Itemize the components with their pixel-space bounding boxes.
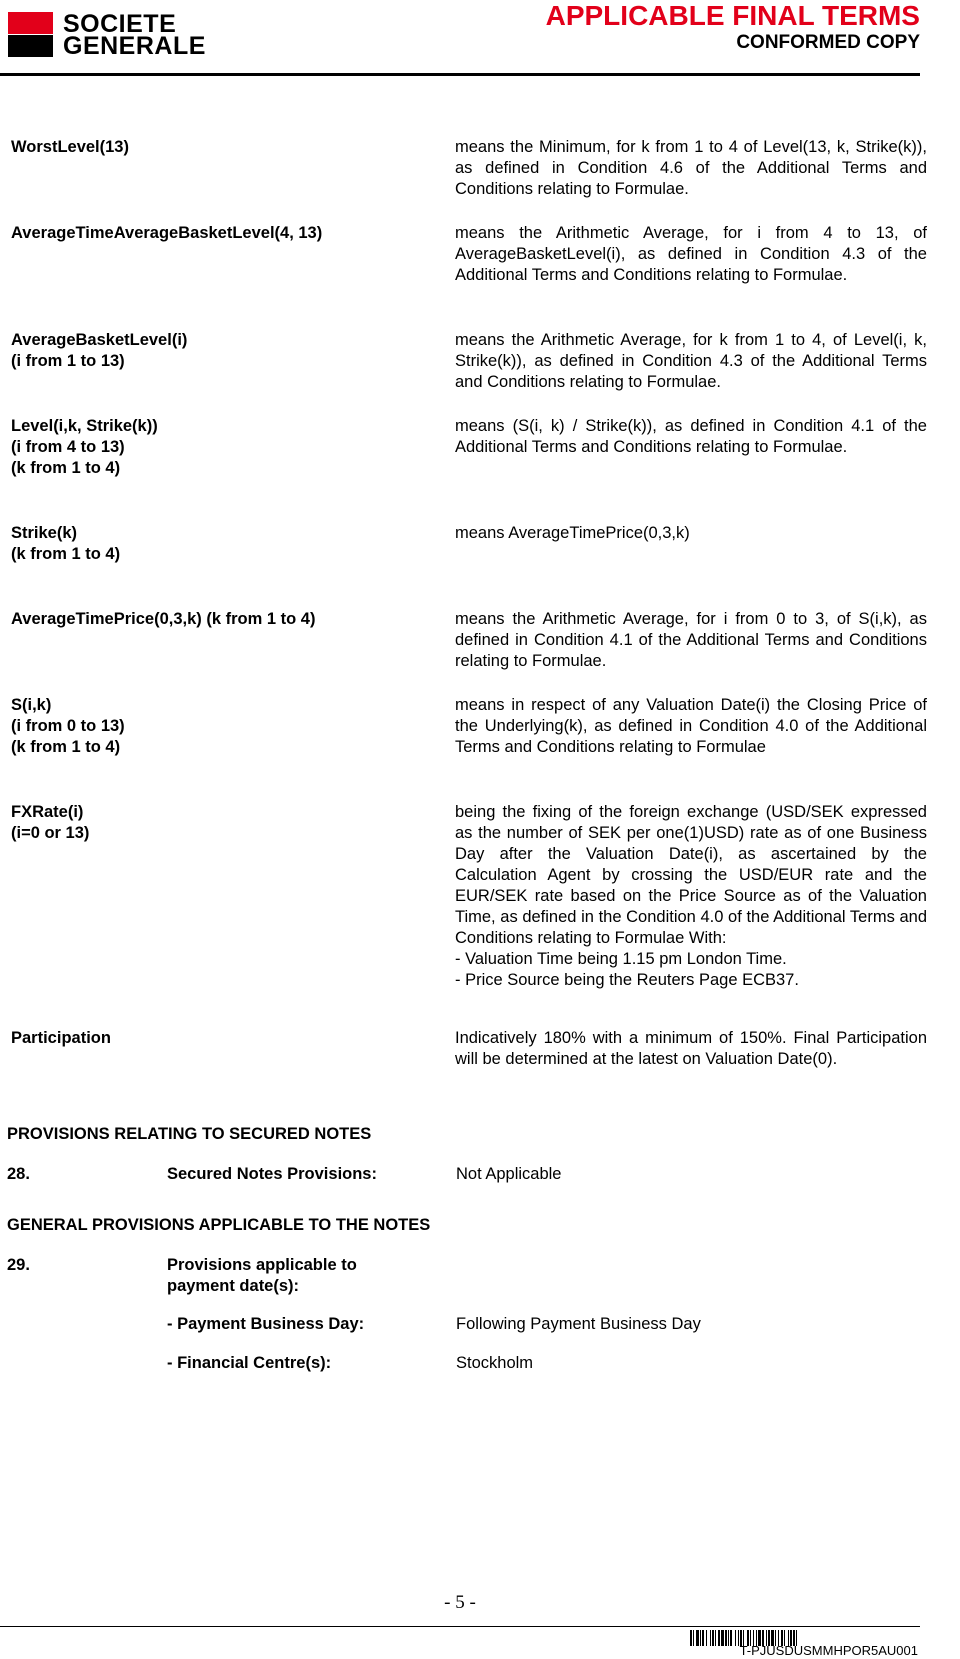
definition-term: Participation (11, 1029, 111, 1047)
item-value: Not Applicable (456, 1165, 562, 1183)
definition-term: AverageTimePrice(0,3,k) (k from 1 to 4) (11, 610, 316, 628)
subitem-value: Stockholm (456, 1354, 534, 1372)
definition-term: AverageTimeAverageBasketLevel(4, 13) (11, 224, 323, 242)
document-title: APPLICABLE FINAL TERMS (545, 0, 920, 31)
definition-text: means the Arithmetic Average, for i from 0 to 3, of S(i,k), as defined in Condition 4.1 of the Additional Terms and Conditions relating to Formulae. (455, 610, 927, 670)
logo-square-icon (8, 12, 53, 57)
definition-text: means in respect of any Valuation Date(i) the Closing Price of the Underlying(k), as defined in Condition 4.0 of the Additional Terms and Conditions relating to Formulae (455, 696, 927, 756)
subitem-value: Following Payment Business Day (456, 1315, 701, 1333)
section-heading: GENERAL PROVISIONS APPLICABLE TO THE NOTES (7, 1216, 431, 1234)
definition-term: Strike(k) (k from 1 to 4) (11, 524, 121, 563)
definition-term: FXRate(i) (i=0 or 13) (11, 803, 90, 842)
page-number: - 5 - (444, 1592, 476, 1613)
subitem-label: - Payment Business Day: (167, 1315, 365, 1333)
footer-divider (0, 1626, 920, 1627)
definition-text: Indicatively 180% with a minimum of 150%. Final Participation will be determined at the latest on Valuation Date(0). (455, 1029, 927, 1068)
definition-text: means AverageTimePrice(0,3,k) (455, 524, 690, 542)
section-heading: PROVISIONS RELATING TO SECURED NOTES (7, 1125, 372, 1143)
item-number: 28. (7, 1165, 30, 1183)
definition-text: means (S(i, k) / Strike(k)), as defined in Condition 4.1 of the Additional Terms and Conditions relating to Formulae. (455, 417, 927, 456)
definition-term: AverageBasketLevel(i) (i from 1 to 13) (11, 331, 188, 370)
document-header (0, 0, 960, 78)
societe-generale-logo (8, 9, 206, 60)
definition-text: means the Minimum, for k from 1 to 4 of Level(13, k, Strike(k)), as defined in Condition 4.6 of the Additional Terms and Conditions relating to Formulae. (455, 138, 927, 198)
logo-wordmark: SOCIETE GENERALE (63, 9, 206, 60)
definition-term: S(i,k) (i from 0 to 13) (k from 1 to 4) (11, 696, 125, 756)
item-number: 29. (7, 1256, 30, 1274)
definition-term: Level(i,k, Strike(k)) (i from 4 to 13) (k from 1 to 4) (11, 417, 158, 477)
definition-term: WorstLevel(13) (11, 138, 129, 156)
item-label: Secured Notes Provisions: (167, 1165, 377, 1183)
header-divider (0, 73, 920, 76)
definition-text: being the fixing of the foreign exchange (USD/SEK expressed as the number of SEK per one(1)USD) rate as of one Business Day after the Valuation Date(i), as ascertained by the Calculation Agent by crossing the USD/EUR rate and the EUR/SEK rate based on the Price Source as of the Valuation Time, as defined in the Condition 4.0 of the Additional Terms and Conditions relating to Formulae With: - Valuation Time being 1.15 pm London Time. - Price Source being the Reuters Page ECB37. (455, 803, 927, 989)
definition-text: means the Arithmetic Average, for k from 1 to 4, of Level(i, k, Strike(k)), as defined in Condition 4.3 of the Additional Terms and Conditions relating to Formulae. (455, 331, 927, 391)
document-subtitle: CONFORMED COPY (736, 32, 920, 53)
subitem-label: - Financial Centre(s): (167, 1354, 332, 1372)
item-label: Provisions applicable to payment date(s): (167, 1256, 357, 1295)
definition-text: means the Arithmetic Average, for i from 4 to 13, of AverageBasketLevel(i), as defined in Condition 4.3 of the Additional Terms and Conditions relating to Formulae. (455, 224, 927, 284)
document-reference: T-PJUSDUSMMHPOR5AU001 (739, 1643, 918, 1658)
